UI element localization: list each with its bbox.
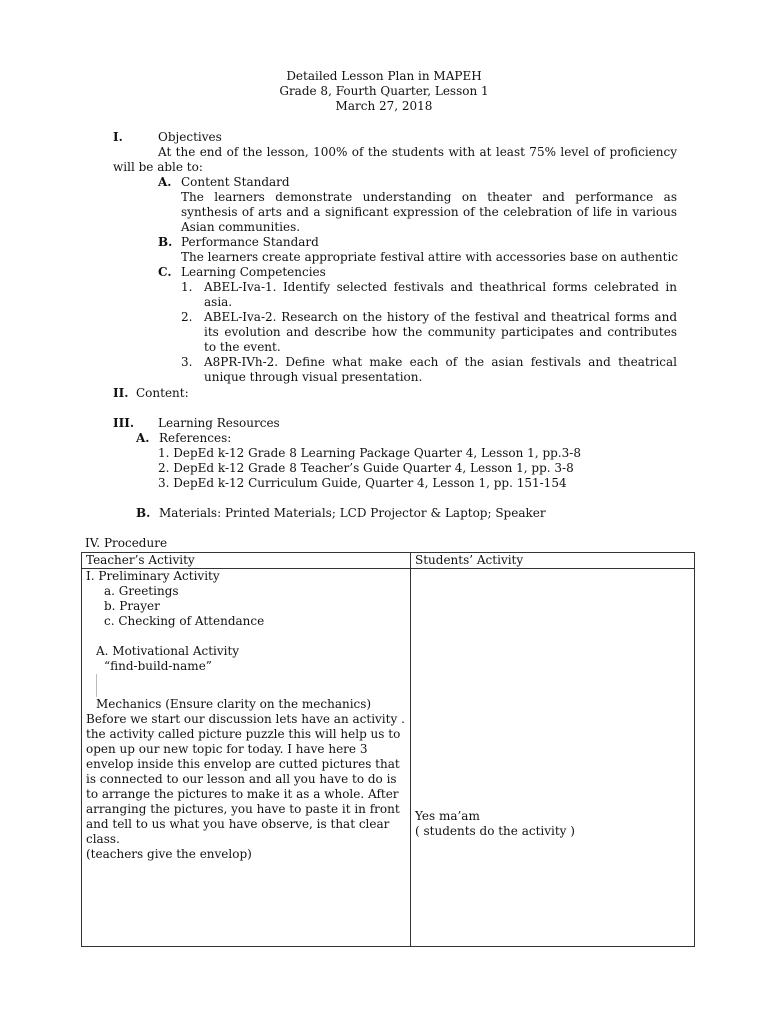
- activity-line: c. Checking of Attendance: [104, 614, 265, 628]
- teacher-activity-cell: [82, 569, 411, 947]
- item-letter: C.: [158, 265, 172, 279]
- student-response: ( students do the activity ): [415, 824, 575, 838]
- student-activity-cell: [411, 569, 695, 947]
- reference-item: 1. DepEd k-12 Grade 8 Learning Package Quarter 4, Lesson 1, pp.3-8: [158, 446, 581, 460]
- list-number: 1.: [181, 280, 193, 294]
- activity-line: “find-build-name”: [104, 659, 212, 673]
- table-header: Students’ Activity: [411, 553, 695, 569]
- section-number: II.: [113, 386, 129, 400]
- materials-text: Materials: Printed Materials; LCD Projector & Laptop; Speaker: [159, 506, 546, 520]
- competency-item: A8PR-IVh-2. Define what make each of the asian festivals and theatrical unique through visual presentation.: [204, 355, 677, 384]
- procedure-table: [81, 552, 695, 947]
- item-letter: A.: [158, 175, 172, 189]
- activity-line: A. Motivational Activity: [96, 644, 240, 658]
- activity-line: b. Prayer: [104, 599, 160, 613]
- section-number: III.: [113, 416, 135, 430]
- reference-item: 3. DepEd k-12 Curriculum Guide, Quarter 4, Lesson 1, pp. 151-154: [158, 476, 567, 490]
- item-letter: B.: [158, 235, 173, 249]
- doc-subtitle: Grade 8, Fourth Quarter, Lesson 1: [279, 84, 489, 98]
- activity-line: (teachers give the envelop): [86, 847, 252, 861]
- list-number: 2.: [181, 310, 193, 324]
- reference-item: 2. DepEd k-12 Grade 8 Teacher’s Guide Quarter 4, Lesson 1, pp. 3-8: [158, 461, 574, 475]
- item-label: Learning Competencies: [181, 265, 326, 279]
- activity-line: a. Greetings: [104, 584, 179, 598]
- section-number: I.: [113, 130, 123, 144]
- procedure-title: IV. Procedure: [85, 536, 168, 550]
- performance-standard-text: The learners create appropriate festival attire with accessories base on authentic: [181, 250, 679, 264]
- item-label: Performance Standard: [181, 235, 319, 249]
- competency-item: ABEL-Iva-2. Research on the history of the festival and theatrical forms and its evolution and describe how the community participates and contributes to the event.: [204, 310, 677, 354]
- section-title: Learning Resources: [158, 416, 280, 430]
- content-standard-text: The learners demonstrate understanding on theater and performance as synthesis of arts and a significant expression of the celebration of life in various Asian communities.: [181, 190, 677, 234]
- activity-paragraph: Before we start our discussion lets have an activity . the activity called picture puzzle this will help us to open up our new topic for today. I have here 3 envelop inside this envelop are cutted pictures that is connected to our lesson and all you have to do is to arrange the pictures to make it as a whole. After arranging the pictures, you have to paste it in front and tell to us what you have observe, is that clear class.: [86, 712, 405, 846]
- table-header: Teacher’s Activity: [82, 553, 411, 569]
- item-letter: B.: [136, 506, 151, 520]
- doc-title: Detailed Lesson Plan in MAPEH: [286, 69, 482, 83]
- section-title: Objectives: [158, 130, 222, 144]
- activity-line: I. Preliminary Activity: [86, 569, 220, 583]
- doc-date: March 27, 2018: [335, 99, 433, 113]
- objectives-intro: At the end of the lesson, 100% of the students with at least 75% level of proficiency will be able to:: [113, 145, 677, 174]
- item-label: Content Standard: [181, 175, 290, 189]
- competency-item: ABEL-Iva-1. Identify selected festivals and theathrical forms celebrated in asia.: [204, 280, 677, 309]
- student-response: Yes ma’am: [415, 809, 480, 823]
- item-letter: A.: [136, 431, 150, 445]
- item-label: References:: [159, 431, 232, 445]
- activity-line: Mechanics (Ensure clarity on the mechanics): [96, 697, 372, 711]
- list-number: 3.: [181, 355, 193, 369]
- section-title: Content:: [136, 386, 189, 400]
